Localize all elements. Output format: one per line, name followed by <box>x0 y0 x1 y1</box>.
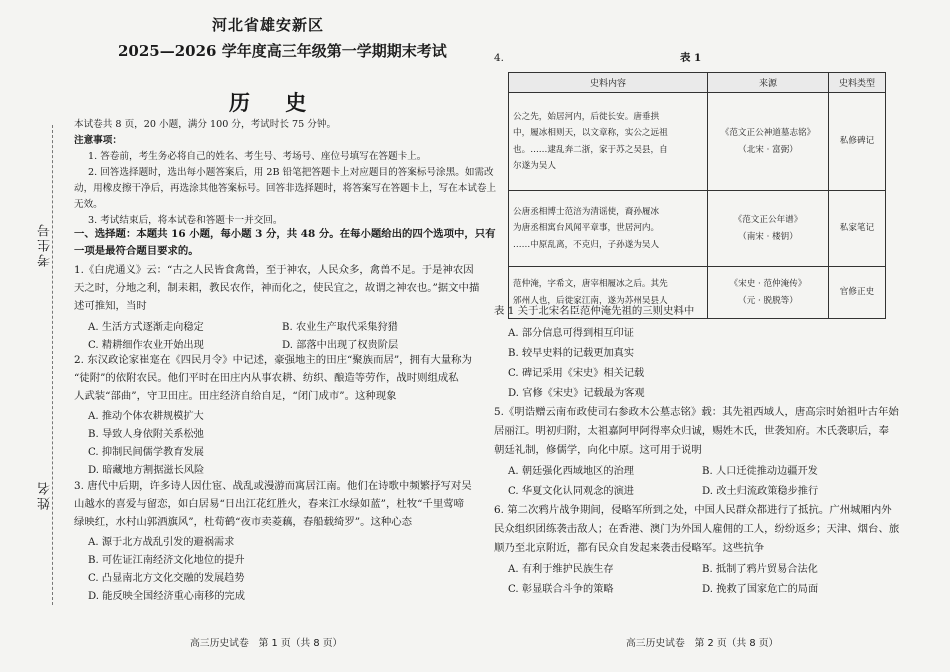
q1-line-2: 天之时，分地之利，制耒耜，教民农作，神而化之，使民宜之，故谓之神农也。”据文中描 <box>74 282 480 294</box>
q5-line-2: 居丽江。明初归附，太祖嘉阿甲阿得率众归诚，赐姓木氏，世袭知府。木氏袭职后，奉 <box>494 425 889 437</box>
q4-table-title: 表 1 <box>680 52 702 64</box>
table-header-content: 史料内容 <box>509 73 708 93</box>
q3-line-2: 山越水的喜爱与留恋，如白居易“日出江花红胜火，春来江水绿如蓝”，杜牧“千里莺啼 <box>74 498 464 510</box>
notice-line-3: 动，用橡皮擦干净后，再选涂其他答案标号。回答非选择题时，将答案写在答题卡上，写在本试卷上 <box>74 183 497 194</box>
q3-line-3: 绿映红，水村山郭酒旗风”，杜荀鹤“夜市卖菱藕，春船载绮罗”。这种心态 <box>74 516 413 528</box>
q3-option-b: B. 可佐证江南经济文化地位的提升 <box>88 555 245 566</box>
row3-source <box>708 267 829 319</box>
row3-content-line: 范仲淹，字希文，唐宰相履冰之后。其先 <box>513 279 668 289</box>
footer-left: 高三历史试卷 第 1 页（共 8 页） <box>190 638 343 649</box>
exam-number-label: 考生号 <box>38 222 53 267</box>
row2-type: 私家笔记 <box>829 191 886 267</box>
row1-content-line: 尔遂为吴人 <box>513 161 556 171</box>
q2-option-b: B. 导致人身依附关系松弛 <box>88 429 204 440</box>
q3-line-1: 3. 唐代中后期，许多诗人因仕宦、战乱或漫游而寓居江南。他们在诗歌中频繁抒写对吴 <box>74 480 472 492</box>
table-row <box>509 191 886 267</box>
table-header-source: 来源 <box>708 73 829 93</box>
row2-source-author: （南宋 · 楼钥） <box>738 231 798 242</box>
q6-option-b: B. 抵制了鸦片贸易合法化 <box>702 564 818 575</box>
row2-content <box>509 191 708 267</box>
q1-option-d: D. 部落中出现了权贵阶层 <box>282 340 399 351</box>
student-name-label: 姓名 <box>38 480 53 510</box>
row1-content <box>509 93 708 191</box>
q3-option-c: C. 凸显南北方文化交融的发展趋势 <box>88 573 245 584</box>
table-row <box>509 93 886 191</box>
q2-option-d: D. 暗藏地方割据滋长风险 <box>88 465 205 476</box>
q2-option-c: C. 抑制民间儒学教育发展 <box>88 447 204 458</box>
q3-option-a: A. 源于北方战乱引发的避祸需求 <box>88 537 235 548</box>
q2-line-3: 人武装“部曲”，守卫田庄。田庄经济自给自足，“闭门成市”。这种现象 <box>74 390 397 402</box>
table-header-type: 史料类型 <box>829 73 886 93</box>
q5-line-3: 朝廷礼制，修儒学，向化中原。这可用于说明 <box>494 444 702 456</box>
q5-option-a: A. 朝廷强化西域地区的治理 <box>508 466 634 477</box>
subject-title: 历 史 <box>229 90 321 115</box>
notice-heading: 注意事项： <box>74 135 122 146</box>
row1-source-author: （北宋 · 富弼） <box>738 144 798 155</box>
row1-type: 私修碑记 <box>829 93 886 191</box>
q5-option-d: D. 改土归流政策稳步推行 <box>702 486 819 497</box>
row3-source-author: （元 · 脱脱等） <box>738 295 798 306</box>
q2-line-2: “徒附”的依附农民。他们平时在田庄内从事农耕、纺织、酿造等劳作，战时则组成私 <box>74 372 459 384</box>
q2-line-1: 2. 东汉政论家崔寔在《四民月令》中记述，豪强地主的田庄“聚族而居”，拥有大量称为 <box>74 354 472 366</box>
q1-line-1: 1.《白虎通义》云：“古之人民皆食禽兽，至于神农，人民众多，禽兽不足。于是神农因 <box>74 264 474 276</box>
q4-option-b: B. 较早史料的记载更加真实 <box>508 348 635 359</box>
q5-option-b: B. 人口迁徙推动边疆开发 <box>702 466 818 477</box>
q4-option-a: A. 部分信息可得到相互印证 <box>508 328 634 339</box>
q4-stem: 表 1 关于北宋名臣范仲淹先祖的三则史料中 <box>494 305 695 317</box>
q4-number: 4. <box>494 52 504 64</box>
q6-option-c: C. 彰显联合斗争的策略 <box>508 584 614 595</box>
section-heading-1: 一、选择题：本题共 16 小题，每小题 3 分，共 48 分。在每小题给出的四个选项中，只有 <box>74 228 496 240</box>
q4-option-d: D. 官修《宋史》记载最为客观 <box>508 388 645 399</box>
row3-source-title: 《宋史 · 范仲淹传》 <box>729 279 807 289</box>
footer-right: 高三历史试卷 第 2 页（共 8 页） <box>626 638 779 649</box>
q6-line-1: 6. 第二次鸦片战争期间，侵略军所到之处，中国人民群众都进行了抵抗。广州城厢内外 <box>494 504 892 516</box>
notice-line-2: 2. 回答选择题时，选出每小题答案后，用 2B 铅笔把答题卡上对应题目的答案标号涂黑。如需改 <box>88 167 494 178</box>
row1-content-line: 公之先，始居河内，后徙长安。唐垂拱 <box>513 111 660 122</box>
q1-option-a: A. 生活方式逐渐走向稳定 <box>88 322 204 333</box>
row1-content-line: 也。……逮乱奔二浙，家于苏之吴县，自 <box>513 144 668 155</box>
q6-option-a: A. 有利于维护民族生存 <box>508 564 614 575</box>
notice-line-1: 1. 答卷前，考生务必将自己的姓名、考生号、考场号、座位号填写在答题卡上。 <box>88 151 427 162</box>
row2-content-line: 为唐丞相寓台风闻平章事，世居河内。 <box>513 223 660 234</box>
row1-content-line: 中，履冰相则天，以文章称，实公之远祖 <box>513 128 668 138</box>
exam-title: 2025—2026 学年度高三年级第一学期期末考试 <box>118 42 447 60</box>
q3-option-d: D. 能反映全国经济重心南移的完成 <box>88 591 245 602</box>
q5-line-1: 5.《明诰赠云南布政使司右参政木公墓志铭》载：其先祖西域人，唐高宗时始祖叶古年始 <box>494 406 899 418</box>
row3-content-line: 邠州人也，后徙家江南，遂为苏州吴县人 <box>513 295 668 306</box>
q4-option-c: C. 碑记采用《宋史》相关记载 <box>508 368 645 379</box>
q6-line-2: 民众组织团练袭击敌人；在香港、澳门为外国人雇佣的工人，纷纷返乡；天津、烟台、旅 <box>494 523 900 535</box>
q6-line-3: 顺乃至北京附近，都有民众自发起来袭击侵略军。这些抗争 <box>494 542 765 554</box>
region-title: 河北省雄安新区 <box>212 16 325 34</box>
q2-option-a: A. 推动个体农耕规模扩大 <box>88 411 204 422</box>
notice-line-5: 3. 考试结束后，将本试卷和答题卡一并交回。 <box>88 215 283 226</box>
row1-source-title: 《范文正公神道墓志铭》 <box>720 128 816 138</box>
notice-line-4: 无效。 <box>74 199 103 210</box>
row2-source <box>708 191 829 267</box>
table-header-row <box>509 73 886 93</box>
row3-type: 官修正史 <box>829 267 886 319</box>
source-table <box>508 72 886 319</box>
q1-option-c: C. 精耕细作农业开始出现 <box>88 340 204 351</box>
row2-content-line: 公唐丞相博士范涪为清谣使，裔孙履冰 <box>513 206 660 217</box>
row2-content-line: ……中原乱离，不克归，子孙遂为吴人 <box>513 239 660 250</box>
binding-line <box>52 125 53 605</box>
q1-line-3: 述可推知，当时 <box>74 300 147 312</box>
exam-intro: 本试卷共 8 页，20 小题，满分 100 分，考试时长 75 分钟。 <box>74 119 337 130</box>
row1-source <box>708 93 829 191</box>
row2-source-title: 《范文正公年谱》 <box>733 215 803 225</box>
q5-option-c: C. 华夏文化认同观念的演进 <box>508 486 634 497</box>
q1-option-b: B. 农业生产取代采集狩猎 <box>282 322 398 333</box>
section-heading-2: 一项是最符合题目要求的。 <box>74 245 199 257</box>
q6-option-d: D. 挽救了国家危亡的局面 <box>702 584 819 595</box>
